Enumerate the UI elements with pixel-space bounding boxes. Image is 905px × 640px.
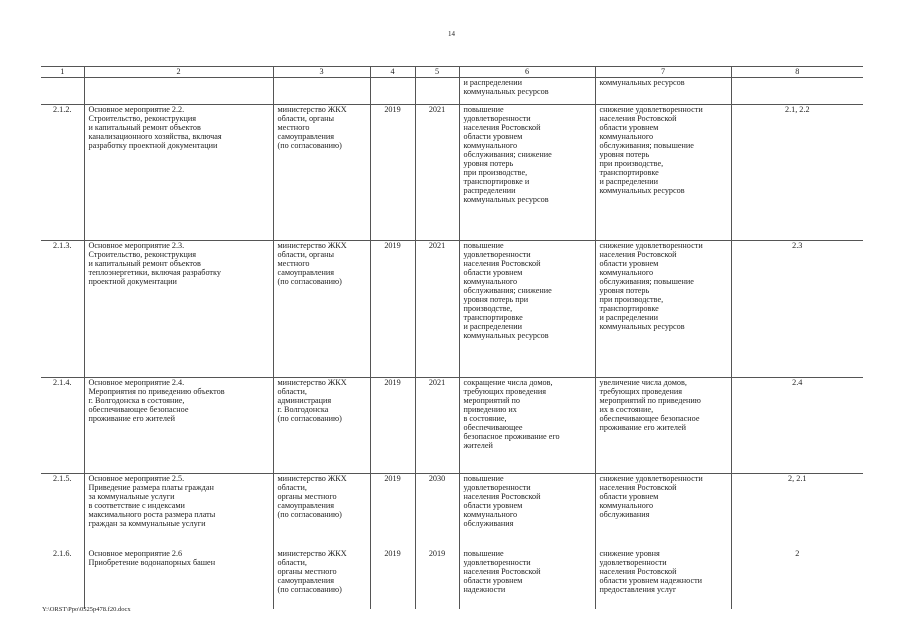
column-number-row <box>41 67 863 78</box>
cell-consequence: снижение удовлетворенности населения Ростовской области уровнем коммунального обслуживания <box>595 474 731 549</box>
cell-name <box>84 78 273 105</box>
cell-name: Основное мероприятие 2.4. Мероприятия по приведению объектов г. Волгодонска в состояние, обеспечивающее безопасное проживание его жителей <box>84 378 273 474</box>
cell-end-year: 2021 <box>415 105 459 241</box>
cell-indicator-link: 2, 2.1 <box>731 474 863 549</box>
cell-consequence: снижение удовлетворенности населения Ростовской области уровнем коммунального обслуживания; повышение уровня потерь при производстве, транспортировке и распределении коммунальных ресурсов <box>595 241 731 378</box>
cell-number: 2.1.3. <box>41 241 84 378</box>
cell-expected-result: повышение удовлетворенности населения Ростовской области уровнем коммунального обслуживания; снижение уровня потерь при производстве, транспортировке и распределении коммунальных ресурсов <box>459 241 595 378</box>
cell-start-year: 2019 <box>370 549 415 609</box>
table-row <box>41 474 863 549</box>
cell-executor <box>273 78 370 105</box>
table-row <box>41 105 863 241</box>
cell-number <box>41 78 84 105</box>
cell-indicator-link: 2.4 <box>731 378 863 474</box>
cell-name: Основное мероприятие 2.6 Приобретение водонапорных башен <box>84 549 273 609</box>
cell-start-year: 2019 <box>370 105 415 241</box>
file-path-footer: Y:\ORST\Ppo\0525p478.f20.docx <box>42 606 131 613</box>
cell-end-year: 2030 <box>415 474 459 549</box>
cell-end-year: 2021 <box>415 241 459 378</box>
cell-consequence: увеличение числа домов, требующих проведения мероприятий по приведению их в состояние, обеспечивающее безопасное проживание его жителей <box>595 378 731 474</box>
cell-executor: министерство ЖКХ области, администрация г. Волгодонска (по согласованию) <box>273 378 370 474</box>
cell-start-year <box>370 78 415 105</box>
column-number: 4 <box>370 67 415 78</box>
column-number: 6 <box>459 67 595 78</box>
cell-indicator-link <box>731 78 863 105</box>
cell-indicator-link: 2.3 <box>731 241 863 378</box>
column-number: 7 <box>595 67 731 78</box>
table-row <box>41 549 863 609</box>
cell-indicator-link: 2.1, 2.2 <box>731 105 863 241</box>
cell-end-year: 2021 <box>415 378 459 474</box>
cell-executor: министерство ЖКХ области, органы местного самоуправления (по согласованию) <box>273 549 370 609</box>
cell-end-year: 2019 <box>415 549 459 609</box>
table-row <box>41 78 863 105</box>
cell-expected-result: и распределении коммунальных ресурсов <box>459 78 595 105</box>
column-number: 8 <box>731 67 863 78</box>
cell-number: 2.1.4. <box>41 378 84 474</box>
cell-start-year: 2019 <box>370 378 415 474</box>
cell-name: Основное мероприятие 2.2. Строительство, реконструкция и капитальный ремонт объектов канализационного хозяйства, включая разработку проектной документации <box>84 105 273 241</box>
column-number: 2 <box>84 67 273 78</box>
column-number: 1 <box>41 67 84 78</box>
table-row <box>41 241 863 378</box>
cell-start-year: 2019 <box>370 241 415 378</box>
cell-executor: министерство ЖКХ области, органы местного самоуправления (по согласованию) <box>273 105 370 241</box>
cell-name: Основное мероприятие 2.3. Строительство, реконструкция и капитальный ремонт объектов теплоэнергетики, включая разработку проектной документации <box>84 241 273 378</box>
cell-number: 2.1.5. <box>53 474 72 483</box>
cell-expected-result: повышение удовлетворенности населения Ростовской области уровнем коммунального обслуживания; снижение уровня потерь при производстве, транспортировке и распределении коммунальных ресурсов <box>459 105 595 241</box>
cell-expected-result: сокращение числа домов, требующих проведения мероприятий по приведению их в состояние, обеспечивающее безопасное проживание его жителей <box>459 378 595 474</box>
cell-executor: министерство ЖКХ области, органы местного самоуправления (по согласованию) <box>273 474 370 549</box>
column-number: 5 <box>415 67 459 78</box>
cell-number: 2.1.2. <box>41 105 84 241</box>
cell-executor: министерство ЖКХ области, органы местного самоуправления (по согласованию) <box>273 241 370 378</box>
cell-start-year: 2019 <box>370 474 415 549</box>
cell-name: Основное мероприятие 2.5. Приведение размера платы граждан за коммунальные услуги в соответствие с индексами максимального роста размера платы граждан за коммунальные услуги <box>84 474 273 549</box>
table-row <box>41 378 863 474</box>
program-measures-table <box>41 66 863 609</box>
column-number: 3 <box>273 67 370 78</box>
cell-consequence: снижение уровня удовлетворенности населения Ростовской области уровнем надежности предоставления услуг <box>595 549 731 609</box>
cell-consequence: снижение удовлетворенности населения Ростовской области уровнем коммунального обслуживания; повышение уровня потерь при производстве, транспортировке и распределении коммунальных ресурсов <box>595 105 731 241</box>
cell-number: 2.1.6. <box>53 548 72 558</box>
cell-indicator-link: 2 <box>731 549 863 609</box>
page-number: 14 <box>448 30 455 38</box>
cell-end-year <box>415 78 459 105</box>
cell-expected-result: повышение удовлетворенности населения Ростовской области уровнем коммунального обслуживания <box>459 474 595 549</box>
cell-consequence: коммунальных ресурсов <box>595 78 731 105</box>
cell-expected-result: повышение удовлетворенности населения Ростовской области уровнем надежности <box>459 549 595 609</box>
